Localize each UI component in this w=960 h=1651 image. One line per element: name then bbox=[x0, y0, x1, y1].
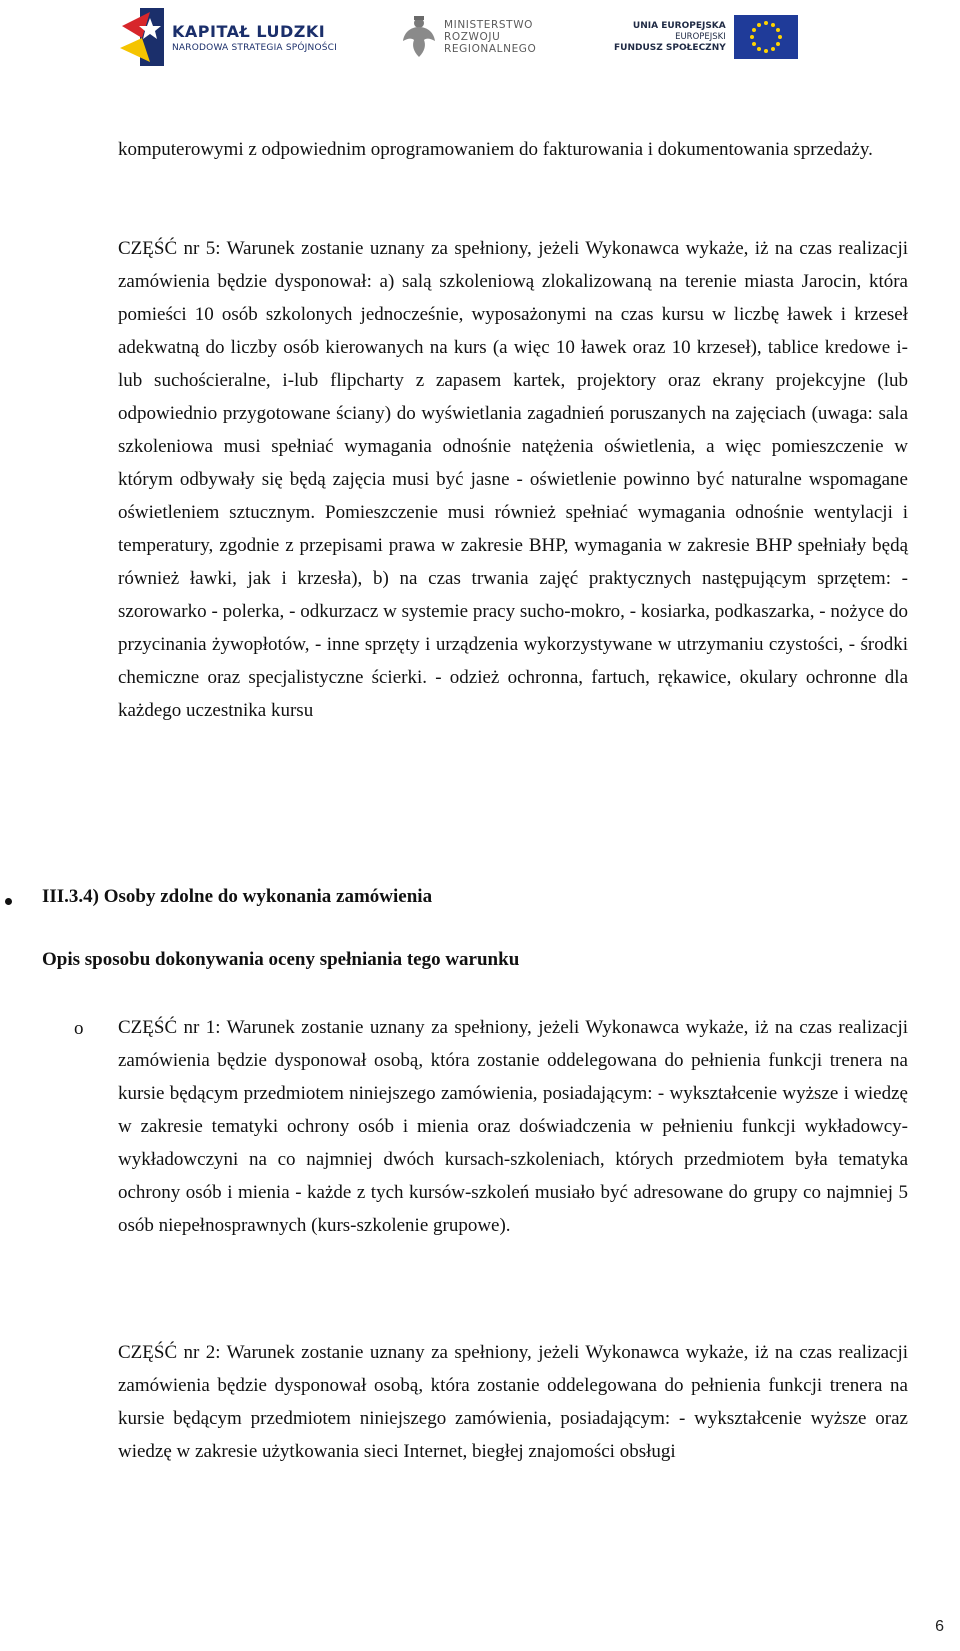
ue-line-2: EUROPEJSKI bbox=[675, 31, 726, 42]
paragraph-czesc-1: CZĘŚĆ nr 1: Warunek zostanie uznany za spełniony, jeżeli Wykonawca wykaże, iż na czas realizacji zamówienia będzie dysponował osobą, która zostanie oddelegowana do pełnienia funkcji trenera na kursie będącym przedmiotem niniejszego zamówienia, posiadającym: - wykształcenie wyższe i wiedzę w zakresie tematyki ochrony osób i mienia oraz doświadczenia w pełnieniu funkcji wykładowcy-wykładowczyni na co najmniej dwóch kursach-szkoleniach, których przedmiotem była tematyka ochrony osób i mienia - każde z tych kursów-szkoleń musiało być adresowane do grupy co najmniej 5 osób niepełnosprawnych (kurs-szkolenie grupowe). bbox=[118, 1017, 908, 1236]
ministerstwo-line-2: ROZWOJU bbox=[444, 31, 501, 43]
sub-bullet-marker: o bbox=[74, 1018, 84, 1039]
polish-eagle-icon bbox=[402, 13, 436, 61]
ministerstwo-logo bbox=[402, 6, 536, 68]
ue-logo bbox=[614, 6, 798, 68]
paragraph-intro-continuation: komputerowymi z odpowiednim oprogramowaniem do fakturowania i dokumentowania sprzedaży. bbox=[118, 139, 873, 160]
ministerstwo-line-1: MINISTERSTWO bbox=[444, 19, 534, 31]
ministerstwo-line-3: REGIONALNEGO bbox=[444, 43, 537, 55]
ue-line-3: FUNDUSZ SPOŁECZNY bbox=[614, 42, 726, 53]
kapital-ludzki-logo bbox=[120, 6, 337, 68]
bullet-dot bbox=[5, 898, 12, 905]
paragraph-czesc-2: CZĘŚĆ nr 2: Warunek zostanie uznany za spełniony, jeżeli Wykonawca wykaże, iż na czas realizacji zamówienia będzie dysponował osobą, która zostanie oddelegowana do pełnienia funkcji trenera na kursie będącym przedmiotem niniejszego zamówienia, posiadającym: - wykształcenie wyższe oraz wiedzę w zakresie użytkowania sieci Internet, biegłej znajomości obsługi bbox=[118, 1342, 908, 1462]
ue-line-1: UNIA EUROPEJSKA bbox=[632, 20, 726, 31]
kapital-ludzki-icon bbox=[120, 8, 164, 66]
header-logos bbox=[0, 0, 960, 80]
subsection-heading: Opis sposobu dokonywania oceny spełniania tego warunku bbox=[42, 949, 520, 970]
section-heading: III.3.4) Osoby zdolne do wykonania zamówienia bbox=[42, 886, 433, 907]
paragraph-czesc-5: CZĘŚĆ nr 5: Warunek zostanie uznany za spełniony, jeżeli Wykonawca wykaże, iż na czas realizacji zamówienia będzie dysponował: a) salą szkoleniową zlokalizowaną na terenie miasta Jarocin, która pomieści 10 osób szkolonych jednocześnie, wyposażonymi na czas kursu w liczbę ławek i krzeseł adekwatną do liczby osób kierowanych na kurs (a więc 10 ławek oraz 10 krzeseł), tablice kredowe i-lub suchościeralne, i-lub flipcharty z zapasem kartek, projektory oraz ekrany projekcyjne (lub odpowiednio przygotowane ściany) do wyświetlania zagadnień poruszanych na zajęciach (uwaga: sala szkoleniowa musi spełniać wymagania odnośnie natężenia oświetlenia, a więc pomieszczenie w którym odbywały się będą zajęcia musi być jasne - oświetlenie powinno być naturalne wspomagane oświetleniem sztucznym. Pomieszczenie musi również spełniać wymagania odnośnie wentylacji i temperatury, zgodnie z przepisami prawa w zakresie BHP, wymagania w zakresie BHP spełniały będą również ławki, jak i krzesła), b) na czas trwania zajęć praktycznych następującym sprzętem: - szorowarko - polerka, - odkurzacz w systemie pracy sucho-mokro, - kosiarka, podkaszarka, - nożyce do przycinania żywopłotów, - inne sprzęty i urządzenia wykorzystywane w utrzymaniu czystości, - środki chemiczne oraz specjalistyczne ścierki. - odzież ochronna, fartuch, rękawice, okulary ochronne dla każdego uczestnika kursu bbox=[118, 238, 908, 721]
page-number: 6 bbox=[935, 1618, 944, 1635]
kapital-ludzki-title: KAPITAŁ LUDZKI bbox=[172, 21, 326, 41]
eu-flag-icon bbox=[734, 15, 798, 59]
kapital-ludzki-subtitle: NARODOWA STRATEGIA SPÓJNOŚCI bbox=[172, 42, 337, 53]
